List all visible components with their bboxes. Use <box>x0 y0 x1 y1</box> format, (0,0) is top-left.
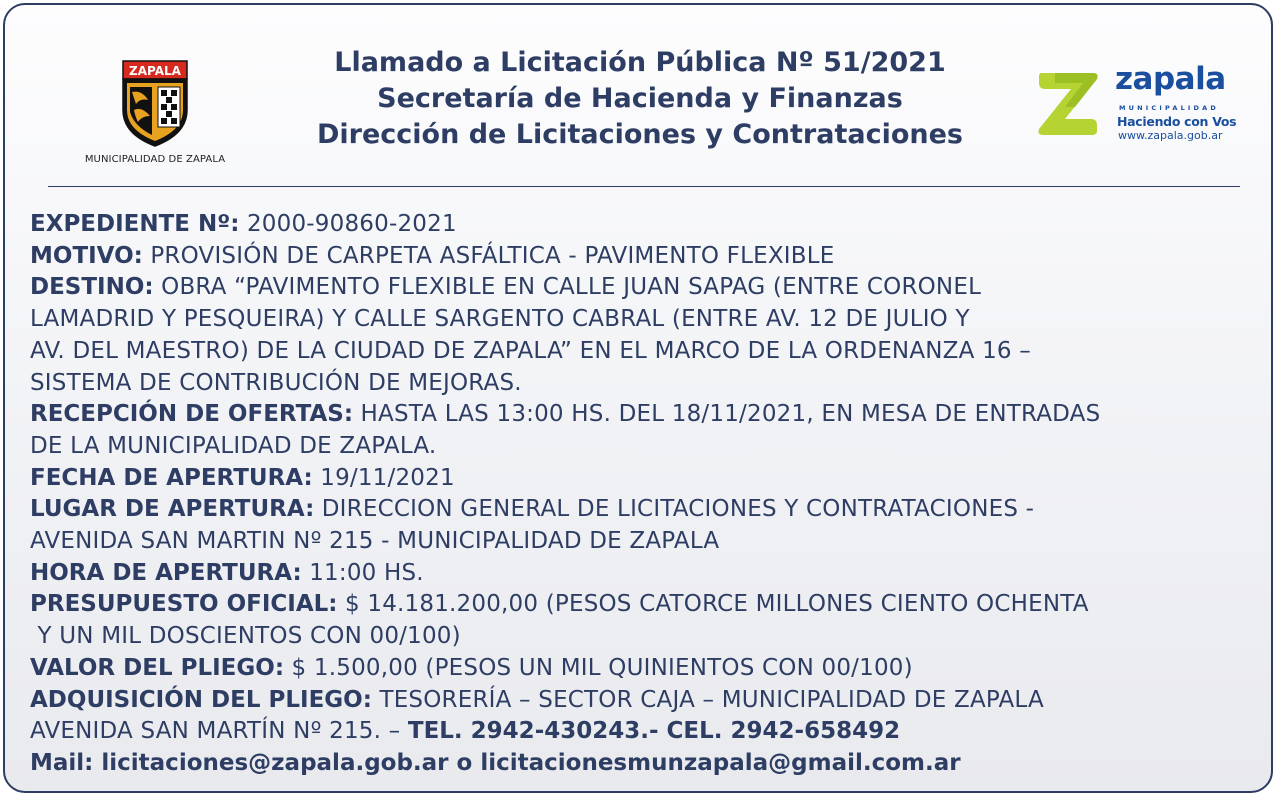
destino-value-2: LAMADRID Y PESQUEIRA) Y CALLE SARGENTO CABRAL (ENTRE AV. 12 DE JULIO Y <box>30 306 970 333</box>
motivo-label: MOTIVO: <box>30 242 143 269</box>
title-line-3: Dirección de Licitaciones y Contrataciones <box>317 119 963 150</box>
fecha-apertura-value: 19/11/2021 <box>312 464 455 491</box>
recepcion-label: RECEPCIÓN DE OFERTAS: <box>30 401 354 428</box>
adquisicion-value-1: TESORERÍA – SECTOR CAJA – MUNICIPALIDAD DE ZAPALA <box>371 686 1044 713</box>
detail-recepcion <box>30 399 1260 431</box>
mail-label: Mail: <box>30 749 94 776</box>
recepcion-value-1: HASTA LAS 13:00 HS. DEL 18/11/2021, EN MESA DE ENTRADAS <box>353 401 1101 428</box>
detail-lugar-apertura <box>30 494 1260 526</box>
mail-value: licitaciones@zapala.gob.ar o licitacionesmunzapala@gmail.com.ar <box>93 749 961 776</box>
notice-card <box>3 3 1273 793</box>
municipal-crest <box>75 60 235 170</box>
expediente-label: EXPEDIENTE Nº: <box>30 211 240 237</box>
title-line-1: Llamado a Licitación Pública Nº 51/2021 <box>334 47 946 78</box>
adquisicion-value-2: AVENIDA SAN MARTÍN Nº 215. – <box>30 718 408 745</box>
notice-details <box>30 209 1260 780</box>
valor-pliego-value: $ 1.500,00 (PESOS UN MIL QUINIENTOS CON 00/100) <box>284 654 913 681</box>
lugar-apertura-value-1: DIRECCION GENERAL DE LICITACIONES Y CONTRATACIONES - <box>314 496 1035 523</box>
presupuesto-value-2: Y UN MIL DOSCIENTOS CON 00/100) <box>30 623 461 650</box>
brand-name: zapala <box>1115 61 1226 97</box>
adquisicion-label: ADQUISICIÓN DEL PLIEGO: <box>30 686 372 713</box>
notice-title <box>260 45 1020 153</box>
detail-presupuesto <box>30 589 1260 621</box>
fecha-apertura-label: FECHA DE APERTURA: <box>30 464 313 491</box>
brand-url: www.zapala.gob.ar <box>1118 129 1223 142</box>
recepcion-value-2: DE LA MUNICIPALIDAD DE ZAPALA. <box>30 432 437 459</box>
motivo-value: PROVISIÓN DE CARPETA ASFÁLTICA - PAVIMENTO FLEXIBLE <box>142 242 835 269</box>
notice-header <box>5 5 1275 185</box>
brand-subtitle: MUNICIPALIDAD <box>1119 104 1219 112</box>
valor-pliego-label: VALOR DEL PLIEGO: <box>30 654 285 681</box>
destino-value-3: AV. DEL MAESTRO) DE LA CIUDAD DE ZAPALA” EN EL MARCO DE LA ORDENANZA 16 – <box>30 337 1031 364</box>
title-line-2: Secretaría de Hacienda y Finanzas <box>377 83 903 114</box>
detail-expediente <box>30 209 1260 241</box>
hora-apertura-label: HORA DE APERTURA: <box>30 559 302 586</box>
detail-adquisicion <box>30 685 1260 717</box>
expediente-value: 2000-90860-2021 <box>239 211 457 237</box>
lugar-apertura-label: LUGAR DE APERTURA: <box>30 496 315 523</box>
destino-value-1: OBRA “PAVIMENTO FLEXIBLE EN CALLE JUAN SAPAG (ENTRE CORONEL <box>153 274 982 301</box>
crest-shield-icon <box>122 60 188 148</box>
presupuesto-value-1: $ 14.181.200,00 (PESOS CATORCE MILLONES CIENTO OCHENTA <box>337 591 1089 618</box>
presupuesto-label: PRESUPUESTO OFICIAL: <box>30 591 338 618</box>
detail-hora-apertura <box>30 558 1260 590</box>
destino-label: DESTINO: <box>30 274 154 301</box>
header-divider <box>48 186 1240 187</box>
detail-valor-pliego <box>30 653 1260 685</box>
destino-value-4: SISTEMA DE CONTRIBUCIÓN DE MEJORAS. <box>30 369 522 396</box>
zapala-brand-logo <box>1035 63 1245 153</box>
adquisicion-phones: TEL. 2942-430243.- CEL. 2942-658492 <box>407 718 901 745</box>
detail-fecha-apertura <box>30 463 1260 495</box>
detail-motivo <box>30 241 1260 273</box>
lugar-apertura-value-2: AVENIDA SAN MARTIN Nº 215 - MUNICIPALIDAD DE ZAPALA <box>30 528 720 555</box>
crest-caption: MUNICIPALIDAD DE ZAPALA <box>84 154 226 165</box>
adquisicion-line-2 <box>30 716 1260 748</box>
detail-mail <box>30 748 1260 780</box>
brand-slogan: Haciendo con Vos <box>1117 114 1237 129</box>
detail-destino <box>30 272 1260 304</box>
crest-label: ZAPALA <box>129 64 181 78</box>
hora-apertura-value: 11:00 HS. <box>301 559 424 586</box>
zapala-z-icon <box>1035 69 1101 139</box>
